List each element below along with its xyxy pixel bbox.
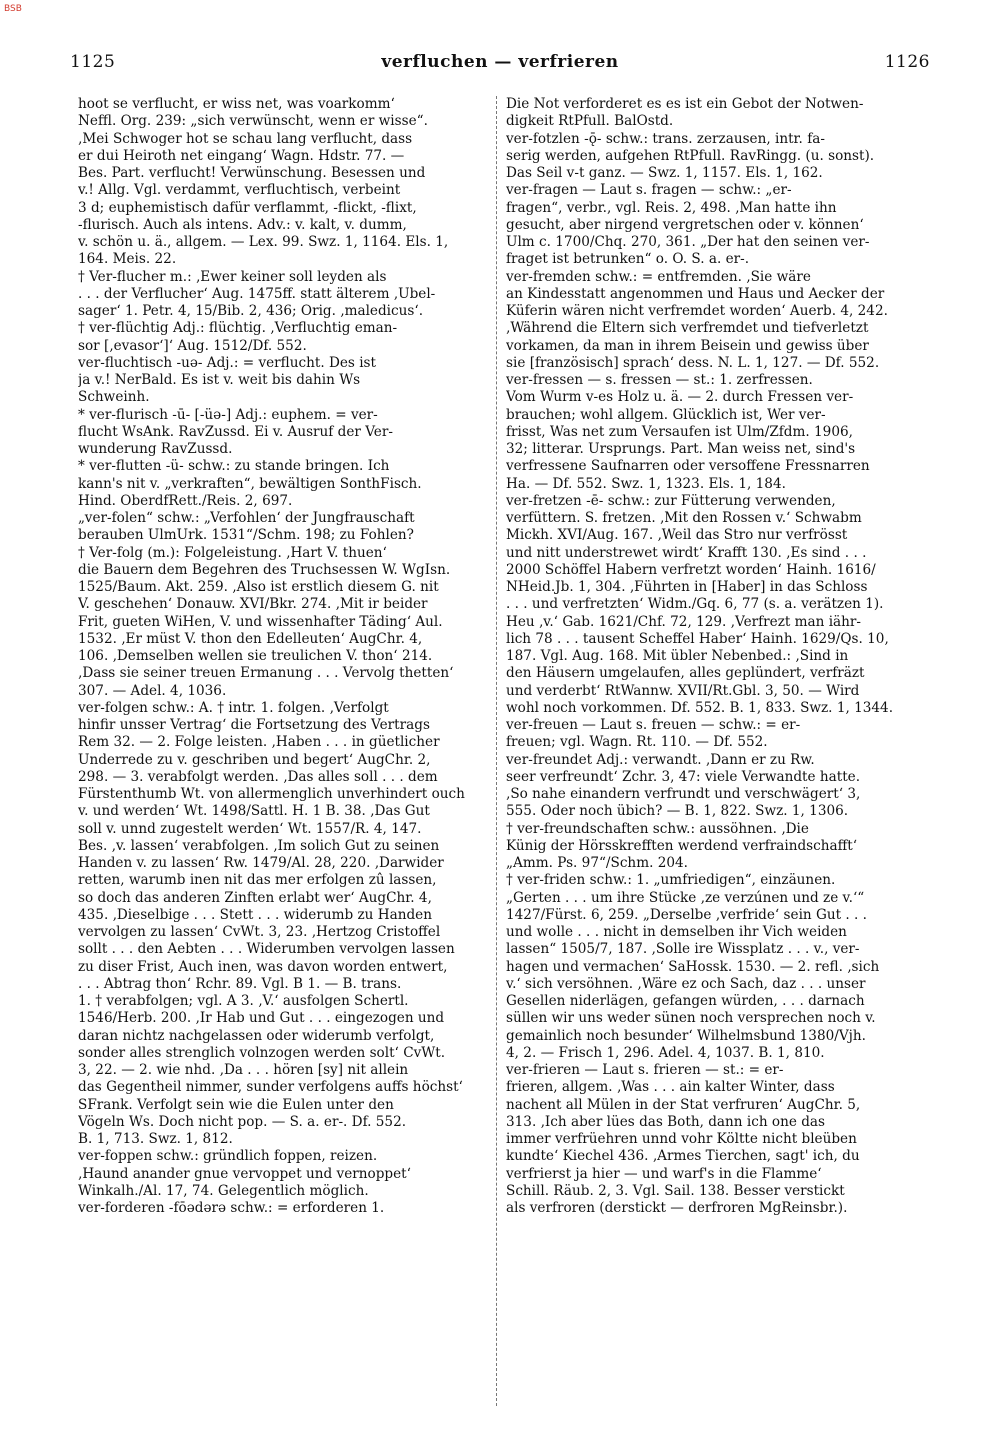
right-column (506, 96, 926, 1416)
text-line: Handen v. zu lassen‘ Rw. 1479/Al. 28, 220. ‚Darwider (78, 855, 444, 871)
text-line: fraget ist betrunken“ o. O. S. a. er-. (506, 251, 750, 268)
text-line: ver-fressen — s. fressen — st.: 1. zerfressen. (506, 372, 813, 388)
text-line: Vom Wurm v-es Holz u. ä. — 2. durch Fressen ver- (506, 389, 854, 406)
text-line: Neffl. Org. 239: „sich verwünscht, wenn er wisse“. (78, 113, 428, 130)
text-line: immer verfrüehren unnd vohr Költte nicht bleüben (506, 1131, 857, 1147)
text-line: B. 1, 713. Swz. 1, 812. (78, 1131, 233, 1147)
text-line: ver-fragen — Laut s. fragen — schw.: „er- (506, 182, 792, 199)
text-line: † Ver-folg (m.): Folgeleistung. ‚Hart V. thuen‘ (78, 544, 387, 561)
text-line: Hind. OberdfRett./Reis. 2, 697. (78, 492, 293, 509)
library-stamp: BSB (4, 4, 22, 14)
text-line: die Bauern dem Begehren des Truchsessen W. WgIsn. (78, 561, 451, 578)
text-line: 435. ‚Dieselbige . . . Stett . . . widerumb zu Handen (78, 906, 432, 923)
text-line: ver-freundet Adj.: verwandt. ‚Dann er zu Rw. (506, 751, 815, 768)
text-line: ver-fluchtisch -uə- Adj.: = verflucht. Des ist (78, 354, 377, 371)
text-line: v.‘ sich versöhnen. ‚Wäre ez och Sach, daz . . . unser (506, 975, 866, 992)
text-line: serig werden, aufgehen RtPfull. RavRingg. (u. sonst). (506, 147, 875, 164)
text-line: hagen und vermachen‘ SaHossk. 1530. — 2. refl. ‚sich (506, 958, 880, 975)
text-line: 32; litterar. Ursprungs. Part. Man weiss net, sind's (506, 441, 856, 457)
text-line: 1525/Baum. Akt. 259. ‚Also ist erstlich diesem G. nit (78, 579, 439, 595)
text-line: als verfroren (derstickt — derfroren MgReinsbr.). (506, 1200, 848, 1216)
text-line: ver-frieren — Laut s. frieren — st.: = er- (506, 1062, 784, 1078)
text-line: 106. ‚Demselben wellen sie treulichen V. thon‘ 214. (78, 648, 433, 664)
text-line: „Gerten . . . um ihre Stücke ‚ze verzúnen und ze v.‘“ (506, 889, 865, 906)
text-line: gemainlich noch besunder‘ Wilhelmsbund 1380/Vjh. (506, 1027, 866, 1044)
text-line: verfrierst ja hier — und warf's in die Flamme‘ (506, 1165, 822, 1182)
text-line: kann's nit v. „verkraften“, bewältigen SonthFisch. (78, 475, 422, 492)
text-line: süllen wir uns weder sünen noch versprechen noch v. (506, 1010, 876, 1027)
text-line: Mickh. XVI/Aug. 167. ‚Weil das Stro nur verfrösst (506, 527, 848, 544)
running-title: verfluchen — verfrieren (381, 52, 619, 72)
text-line: Ha. — Df. 552. Swz. 1, 1323. Els. 1, 184. (506, 475, 786, 492)
text-line: flucht WsAnk. RavZussd. Ei v. Ausruf der Ver- (78, 423, 393, 440)
text-line: Schweinh. (78, 389, 150, 406)
text-line: 307. — Adel. 4, 1036. (78, 682, 227, 699)
text-line: zu diser Frist, Auch inen, was davon worden entwert, (78, 958, 448, 975)
text-line: ‚Während die Eltern sich verfremdet und tiefverletzt (506, 320, 869, 337)
text-line: 1532. ‚Er müst V. thon den Edelleuten‘ AugChr. 4, (78, 630, 423, 647)
text-line: V. geschehen‘ Donauw. XVI/Bkr. 274. ‚Mit ir beider (78, 596, 428, 613)
text-line: vervolgen zu lassen‘ CvWt. 3, 23. ‚Hertzog Cristoffel (78, 924, 441, 940)
text-line: sie [französisch] sprach‘ dess. N. L. 1, 127. — Df. 552. (506, 354, 880, 371)
text-line: v. und werden‘ Wt. 1498/Sattl. H. 1 B. 38. ‚Das Gut (78, 803, 430, 820)
text-line: ver-fretzen -ē- schw.: zur Fütterung verwenden, (506, 492, 836, 509)
text-line: v.! Allg. Vgl. verdammt, verfluchtisch, verbeint (78, 182, 401, 199)
text-line: * ver-flutten -ü- schw.: zu stande bringen. Ich (78, 458, 390, 475)
text-line: Ulm c. 1700/Chq. 270, 361. „Der hat den seinen ver- (506, 234, 870, 250)
text-line: wunderung RavZussd. (78, 441, 233, 457)
text-line: ja v.! NerBald. Es ist v. weit bis dahin Ws (78, 372, 361, 388)
text-line: gesucht, aber nirgend vergretschen oder v. können‘ (506, 216, 864, 233)
text-line: brauchen; wohl allgem. Glücklich ist, Wer ver- (506, 406, 826, 423)
left-column (78, 96, 490, 1416)
text-line: Bes. Part. verflucht! Verwünschung. Besessen und (78, 165, 426, 181)
text-line: 1. † verabfolgen; vgl. A 3. ‚V.‘ ausfolgen Schertl. (78, 993, 409, 1009)
text-line: Heu ‚v.‘ Gab. 1621/Chf. 72, 129. ‚Verfrezt man iähr- (506, 613, 862, 630)
text-line: sager‘ 1. Petr. 4, 15/Bib. 2, 436; Orig. ‚maledicus‘. (78, 303, 424, 319)
text-line: so doch das anderen Zinften erlabt wer‘ AugChr. 4, (78, 889, 432, 906)
text-line: ver-freuen — Laut s. freuen — schw.: = er- (506, 717, 801, 733)
text-line: Küferin wären nicht verfremdet worden‘ Auerb. 4, 242. (506, 303, 888, 319)
column-divider (496, 96, 497, 1406)
text-line: er dui Heiroth net eingang‘ Wagn. Hdstr. 77. — (78, 147, 405, 164)
text-line: Winkalh./Al. 17, 74. Gelegentlich möglich. (78, 1182, 369, 1199)
text-line: 3 d; euphemistisch dafür verflammt, -flickt, -flixt, (78, 199, 417, 216)
text-line: soll v. unnd zugestelt werden‘ Wt. 1557/R. 4, 147. (78, 820, 422, 837)
text-line: SFrank. Verfolgt sein wie die Eulen unter den (78, 1096, 394, 1113)
text-line: * ver-flurisch -ū- [-üə-] Adj.: euphem. = ver- (78, 406, 378, 423)
text-line: ver-foppen schw.: gründlich foppen, reizen. (78, 1148, 378, 1165)
text-line: fragen“, verbr., vgl. Reis. 2, 498. ‚Man hatte ihn (506, 199, 837, 216)
text-line: Künig der Hörsskrefften werdend verfraindschafft‘ (506, 837, 858, 854)
text-line: ‚Dass sie seiner treuen Ermanung . . . Vervolg thetten‘ (78, 665, 454, 682)
text-line: kundte‘ Kiechel 436. ‚Armes Tierchen, sagt' ich, du (506, 1148, 860, 1165)
text-line: † ver-freundschaften schw.: aussöhnen. ‚Die (506, 820, 809, 837)
text-line: frisst, Was net zum Versaufen ist Ulm/Zfdm. 1906, (506, 423, 853, 440)
text-line: ver-fremden schw.: = entfremden. ‚Sie wäre (506, 268, 811, 285)
text-line: Underrede zu v. geschriben und begert‘ AugChr. 2, (78, 751, 431, 768)
text-line: das Gegentheil nimmer, sunder verfolgens auffs höchst‘ (78, 1079, 463, 1096)
text-line: sonder alles strenglich volnzogen werden solt‘ CvWt. (78, 1044, 446, 1061)
text-line: „ver-folen“ schw.: „Verfohlen‘ der Jungfrauschaft (78, 510, 415, 526)
text-line: verfressene Saufnarren oder versoffene Fressnarren (506, 458, 870, 475)
text-line: Die Not verforderet es es ist ein Gebot der Notwen- (506, 96, 864, 112)
text-line: Rem 32. — 2. Folge leisten. ‚Haben . . . in güetlicher (78, 734, 440, 751)
text-line: 187. Vgl. Aug. 168. Mit übler Nebenbed.: ‚Sind in (506, 648, 849, 664)
text-line: seer verfreundt‘ Zchr. 3, 47: viele Verwandte hatte. (506, 768, 861, 785)
text-line: 4, 2. — Frisch 1, 296. Adel. 4, 1037. B. 1, 810. (506, 1044, 825, 1061)
text-line: an Kindesstatt angenommen und Haus und Aecker der (506, 285, 885, 302)
text-line: 555. Oder noch übich? — B. 1, 822. Swz. 1, 1306. (506, 803, 849, 820)
text-line: 1427/Fürst. 6, 259. „Derselbe ‚verfride‘ sein Gut . . . (506, 906, 867, 923)
text-line: 164. Meis. 22. (78, 251, 177, 268)
text-line: ‚Haund anander gnue vervoppet und vernoppet‘ (78, 1165, 411, 1182)
text-line: nachent all Mülen in der Stat verfruren‘ AugChr. 5, (506, 1096, 861, 1113)
text-line: retten, warumb inen nit das mer erfolgen zû lassen, (78, 872, 437, 889)
text-line: daran nichtz nachgelassen oder widerumb verfolgt, (78, 1027, 435, 1044)
text-line: vorkamen, da man in ihrem Beisein und gewiss über (506, 337, 869, 354)
text-line: . . . und verfretzten‘ Widm./Gq. 6, 77 (s. a. verätzen 1). (506, 596, 884, 613)
text-line: Vögeln Ws. Doch nicht pop. — S. a. er-. Df. 552. (78, 1113, 407, 1130)
text-line: 313. ‚Ich aber lües das Both, dann ich one das (506, 1113, 825, 1130)
text-line: 3, 22. — 2. wie nhd. ‚Da . . . hören [sy] nit allein (78, 1062, 409, 1078)
text-line: und verderbt‘ RtWannw. XVII/Rt.Gbl. 3, 50. — Wird (506, 682, 860, 699)
text-line: . . . der Verflucher‘ Aug. 1475ff. statt älterem ‚Ubel- (78, 285, 436, 302)
text-line: berauben UlmUrk. 1531“/Schm. 198; zu Fohlen? (78, 527, 414, 544)
text-line: Frit, gueten WiHen, V. und wissenhafter Täding‘ Aul. (78, 613, 443, 630)
text-line: sor [‚evasor‘]‘ Aug. 1512/Df. 552. (78, 337, 307, 354)
text-line: lich 78 . . . tausent Scheffel Haber‘ Hainh. 1629/Qs. 10, (506, 630, 889, 647)
text-line: Fürstenthumb Wt. von allermenglich unverhindert ouch (78, 786, 465, 802)
text-line: -flurisch. Auch als intens. Adv.: v. kalt, v. dumm, (78, 216, 407, 233)
text-line: ver-folgen schw.: A. † intr. 1. folgen. ‚Verfolgt (78, 699, 389, 716)
text-line: † ver-friden schw.: 1. „umfriedigen“, einzäunen. (506, 872, 836, 889)
text-line: digkeit RtPfull. BalOstd. (506, 113, 674, 130)
text-line: Bes. ‚v. lassen‘ verabfolgen. ‚Im solich Gut zu seinen (78, 837, 440, 854)
page-number-right: 1126 (884, 52, 930, 72)
text-line: ‚So nahe einandern verfrundt und verschwägert‘ 3, (506, 786, 861, 802)
text-line: frieren, allgem. ‚Was . . . ain kalter Winter, dass (506, 1079, 835, 1096)
text-line: ver-fotzlen -ǭ- schw.: trans. zerzausen, intr. fa- (506, 130, 825, 147)
text-line: hoot se verflucht, er wiss net, was voarkomm‘ (78, 96, 395, 112)
text-line: verfüttern. S. fretzen. ‚Mit den Rossen v.‘ Schwabm (506, 510, 862, 526)
page-number-left: 1125 (70, 52, 116, 72)
text-line: den Häusern umgelaufen, alles geplündert, verfräzt (506, 665, 865, 682)
text-line: und nitt understrewet wirdt‘ Krafft 130. ‚Es sind . . . (506, 544, 867, 561)
text-line: NHeid.Jb. 1, 304. ‚Führten in [Haber] in das Schloss (506, 579, 868, 595)
text-line: und wolle . . . nicht in demselben ihr Vich weiden (506, 924, 847, 940)
text-line: wohl noch vorkommen. Df. 552. B. 1, 833. Swz. 1, 1344. (506, 699, 894, 716)
text-line: „Amm. Ps. 97“/Schm. 204. (506, 855, 688, 871)
text-line: Schill. Räub. 2, 3. Vgl. Sail. 138. Besser verstickt (506, 1182, 845, 1199)
text-line: ver-forderen -fōədərə schw.: = erforderen 1. (78, 1200, 385, 1216)
text-line: lassen“ 1505/7, 187. ‚Solle ire Wissplatz . . . v., ver- (506, 941, 860, 958)
text-line: † ver-flüchtig Adj.: flüchtig. ‚Verfluchtig eman- (78, 320, 398, 337)
text-line: hinfir unsser Vertrag‘ die Fortsetzung des Vertrags (78, 717, 430, 733)
text-line: 2000 Schöffel Habern verfretzt worden‘ Hainh. 1616/ (506, 561, 876, 578)
text-line: 1546/Herb. 200. ‚Ir Hab und Gut . . . eingezogen und (78, 1010, 445, 1027)
text-line: ‚Mei Schwoger hot se schau lang verflucht, dass (78, 130, 413, 147)
text-line: v. schön u. ä., allgem. — Lex. 99. Swz. 1, 1164. Els. 1, (78, 234, 449, 250)
text-line: . . . Abtrag thon‘ Rchr. 89. Vgl. B 1. — B. trans. (78, 975, 402, 992)
text-line: † Ver-flucher m.: ‚Ewer keiner soll leyden als (78, 268, 387, 285)
text-line: Gesellen niderlägen, gefangen würden, . . . darnach (506, 993, 865, 1009)
text-line: freuen; vgl. Wagn. Rt. 110. — Df. 552. (506, 734, 768, 751)
page-header (70, 52, 930, 76)
text-line: 298. — 3. verabfolgt werden. ‚Das alles soll . . . dem (78, 768, 438, 785)
text-line: sollt . . . den Aebten . . . Widerumben vervolgen lassen (78, 941, 455, 958)
text-line: Das Seil v-t ganz. — Swz. 1, 1157. Els. 1, 162. (506, 165, 823, 181)
